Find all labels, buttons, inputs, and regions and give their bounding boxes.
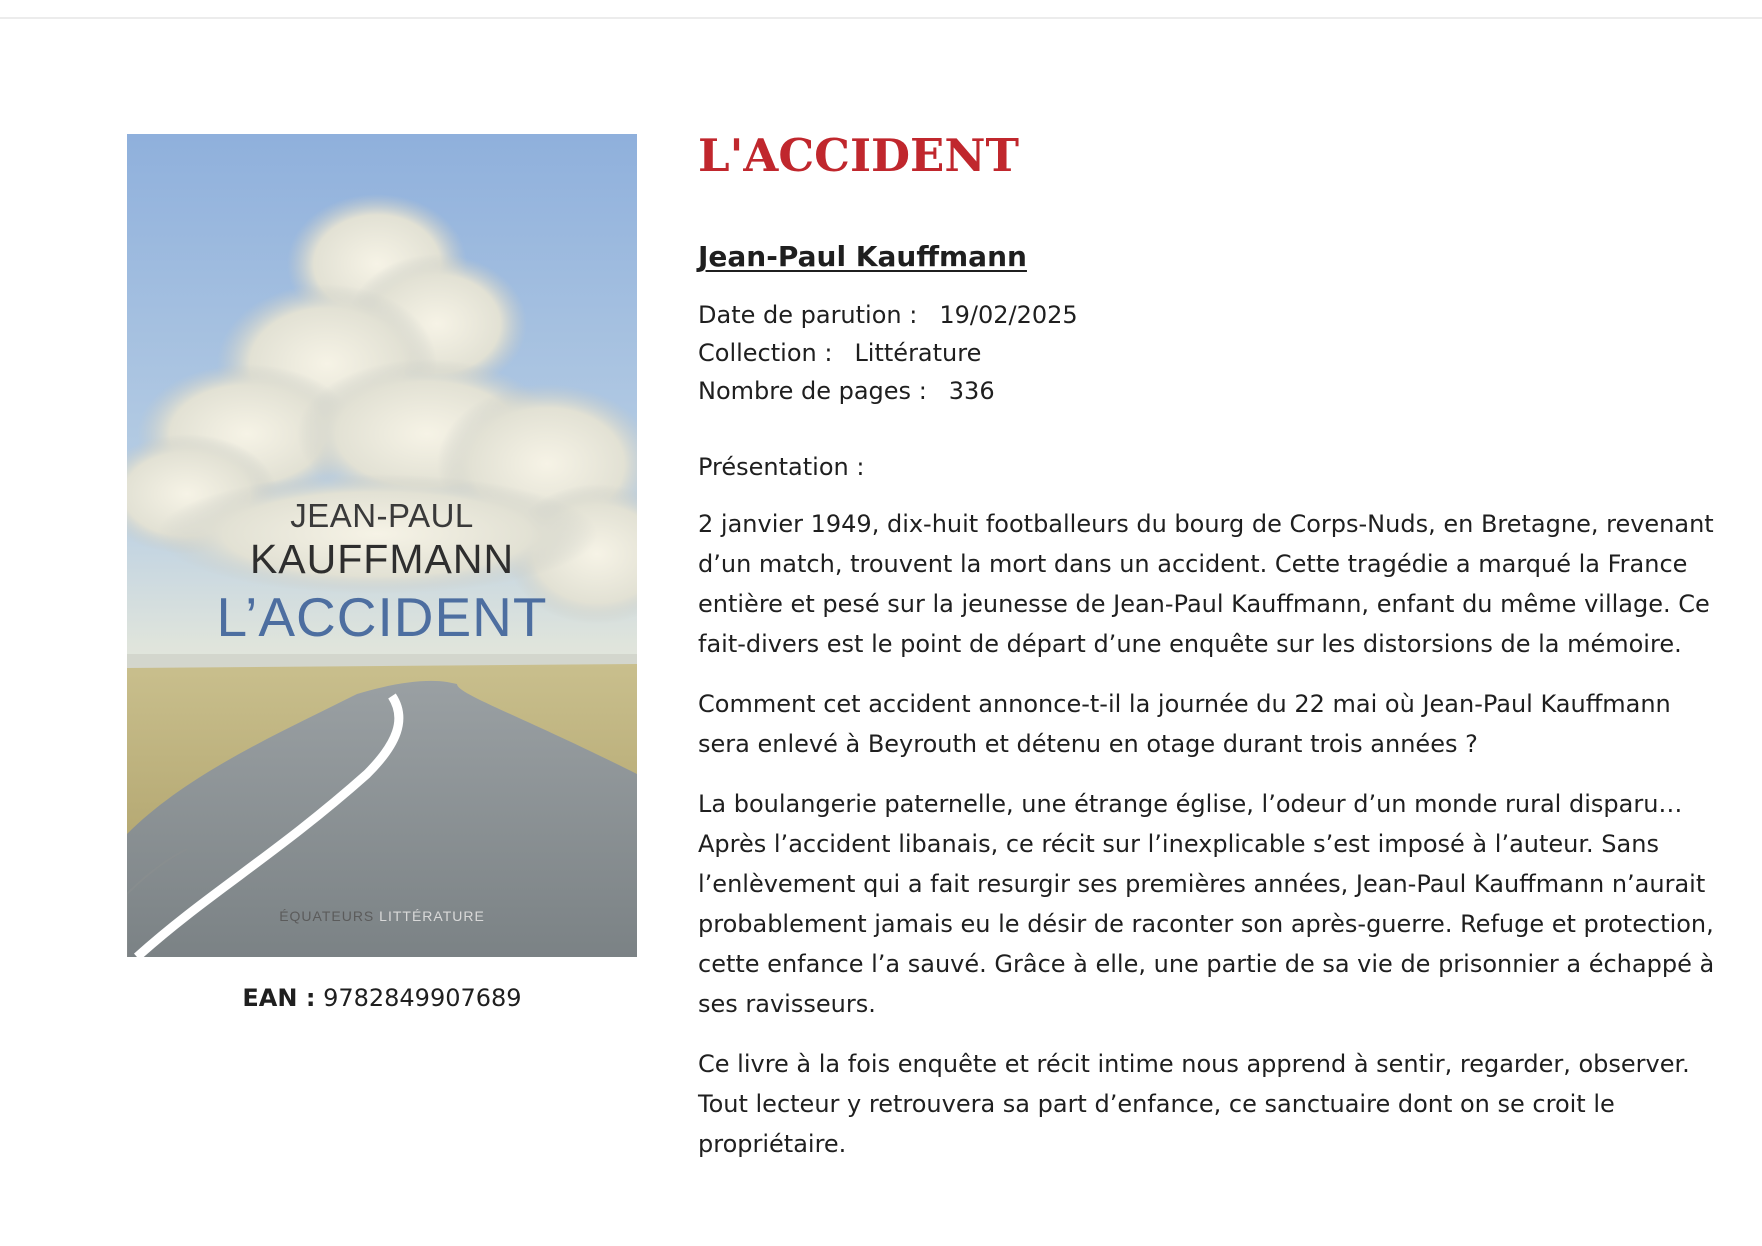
cover-column	[127, 134, 637, 1012]
meta-page-count	[698, 372, 1718, 410]
meta-collection	[698, 334, 1718, 372]
book-title: L'ACCIDENT	[698, 129, 1019, 182]
cover-author-lastname: KAUFFMANN	[249, 536, 515, 582]
book-info-column	[698, 126, 1718, 1164]
cover-title: L’ACCIDENT	[216, 586, 548, 648]
meta-value: 19/02/2025	[939, 301, 1078, 329]
top-divider	[0, 0, 1762, 19]
presentation-paragraph: 2 janvier 1949, dix-huit footballeurs du bourg de Corps-Nuds, en Bretagne, revenant d’un match, trouvent la mort dans un accident. Cette tragédie a marqué la France entière et pesé sur la jeunesse de Jean-Paul Kauffmann, enfant du même village. Ce fait-divers est le point de départ d’une enquête sur les distorsions de la mémoire.	[698, 510, 1714, 658]
meta-label: Nombre de pages :	[698, 377, 927, 405]
presentation-paragraph: Ce livre à la fois enquête et récit intime nous apprend à sentir, regarder, observer. Tout lecteur y retrouvera sa part d’enfance, ce sanctuaire dont on se croit le propriétaire.	[698, 1050, 1690, 1158]
meta-release-date	[698, 296, 1718, 334]
ean-line	[127, 984, 637, 1012]
cover-author-firstname: JEAN-PAUL	[290, 497, 474, 534]
ean-value: 9782849907689	[323, 984, 522, 1012]
ean-label: EAN :	[242, 984, 316, 1012]
author-link[interactable]: Jean-Paul Kauffmann	[698, 240, 1027, 273]
meta-label: Collection :	[698, 339, 833, 367]
meta-value: 336	[948, 377, 995, 405]
book-metadata	[698, 296, 1718, 410]
presentation-label: Présentation :	[698, 453, 865, 481]
cover-publisher	[127, 908, 637, 924]
presentation-paragraph: La boulangerie paternelle, une étrange église, l’odeur d’un monde rural disparu… Après l’accident libanais, ce récit sur l’inexplicable s’est imposé à l’auteur. Sans l’enlèvement qui a fait resurgir ses premières années, Jean-Paul Kauffmann n’aurait probablement jamais eu le désir de raconter son après-guerre. Refuge et protection, cette enfance l’a sauvé. Grâce à elle, une partie de sa vie de prisonnier a échappé à ses ravisseurs.	[698, 790, 1715, 1018]
meta-value: Littérature	[854, 339, 982, 367]
book-cover-image[interactable]	[127, 134, 637, 957]
meta-label: Date de parution :	[698, 301, 918, 329]
cover-publisher-collection: LITTÉRATURE	[379, 908, 485, 924]
cover-publisher-name: ÉQUATEURS	[279, 908, 375, 924]
presentation-paragraph: Comment cet accident annonce-t-il la journée du 22 mai où Jean-Paul Kauffmann sera enlevé à Beyrouth et détenu en otage durant trois années ?	[698, 690, 1671, 758]
